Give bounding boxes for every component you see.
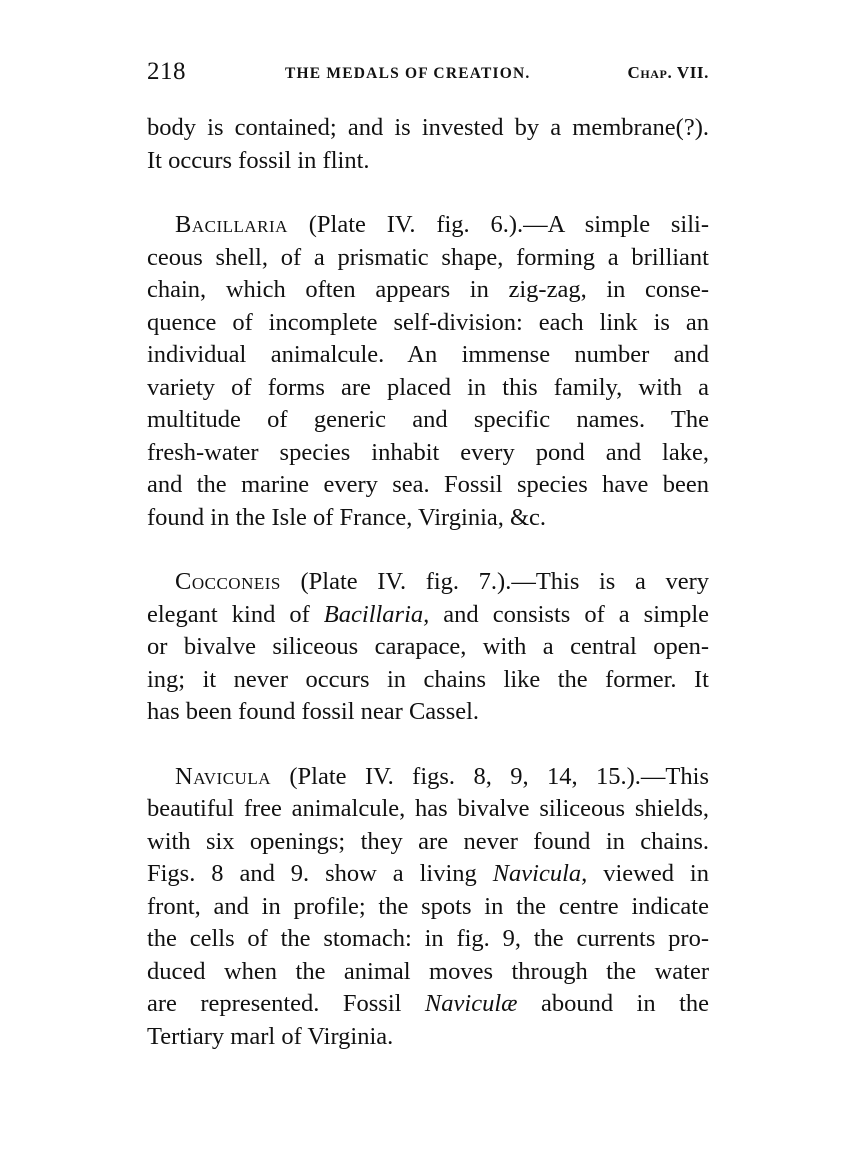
- text-line: beautiful free animalcule, has bivalve siliceous shields,: [147, 795, 709, 822]
- italic-genus-name: Naviculæ: [424, 990, 518, 1017]
- paragraph-cocconeis: [147, 566, 709, 729]
- text-run: elegant kind of: [147, 600, 324, 628]
- text-line: individual animalcule. An immense number and: [147, 341, 709, 368]
- text-line: variety of forms are placed in this family, with a: [147, 373, 709, 401]
- italic-genus-name: Navicula,: [492, 860, 588, 887]
- body-text: [147, 112, 709, 1053]
- entry-heading: Bacillaria: [175, 211, 288, 238]
- text-line: [147, 566, 709, 599]
- text-run: viewed in: [587, 860, 709, 887]
- text-line: duced when the animal moves through the water: [147, 957, 709, 985]
- text-line: [147, 858, 709, 891]
- paragraph-navicula: [147, 761, 709, 1054]
- text-line: Tertiary marl of Virginia.: [147, 1022, 394, 1050]
- text-line: ceous shell, of a prismatic shape, forming a brilliant: [147, 243, 709, 271]
- paragraph-continuation: [147, 112, 709, 177]
- text-run: and consists of a simple: [429, 600, 710, 628]
- paragraph-bacillaria: [147, 209, 709, 534]
- text-line: [147, 209, 709, 242]
- text-line: and the marine every sea. Fossil species have been: [147, 471, 709, 498]
- running-head: [147, 58, 709, 90]
- text-line: found in the Isle of France, Virginia, &c.: [147, 503, 547, 531]
- text-line: the cells of the stomach: in fig. 9, the currents pro-: [147, 925, 709, 952]
- text-run: are represented. Fossil: [147, 990, 425, 1017]
- chapter-reference: Chap. VII.: [627, 63, 709, 82]
- page-number: 218: [147, 58, 186, 85]
- text-line: or bivalve siliceous carapace, with a central open-: [147, 633, 709, 660]
- text-line: [147, 761, 709, 794]
- text-line: multitude of generic and specific names. The: [147, 406, 709, 433]
- text-line: It occurs fossil in flint.: [147, 146, 370, 174]
- text-line: front, and in profile; the spots in the centre indicate: [147, 892, 709, 920]
- text-line: with six openings; they are never found in chains.: [147, 827, 709, 855]
- text-run: Figs. 8 and 9. show a living: [147, 860, 493, 887]
- entry-heading: Navicula: [175, 762, 271, 790]
- text-line: quence of incomplete self-division: each link is an: [147, 308, 709, 336]
- text-line: chain, which often appears in zig-zag, in conse-: [147, 276, 709, 303]
- entry-heading: Cocconeis: [175, 568, 281, 595]
- text-line: body is contained; and is invested by a membrane(?).: [147, 114, 709, 141]
- text-run: (Plate IV. fig. 7.).—This is a very: [280, 568, 709, 595]
- text-line: [147, 988, 709, 1021]
- text-line: ing; it never occurs in chains like the former. It: [147, 665, 709, 693]
- text-line: [147, 599, 709, 632]
- text-run: (Plate IV. fig. 6.).—A simple sili-: [287, 211, 709, 238]
- text-line: fresh-water species inhabit every pond and lake,: [147, 438, 709, 466]
- running-title: THE MEDALS OF CREATION.: [285, 65, 531, 82]
- text-run: abound in the: [517, 990, 709, 1017]
- italic-genus-name: Bacillaria,: [323, 600, 430, 628]
- text-run: (Plate IV. figs. 8, 9, 14, 15.).—This: [271, 762, 709, 790]
- text-line: has been found fossil near Cassel.: [147, 698, 480, 725]
